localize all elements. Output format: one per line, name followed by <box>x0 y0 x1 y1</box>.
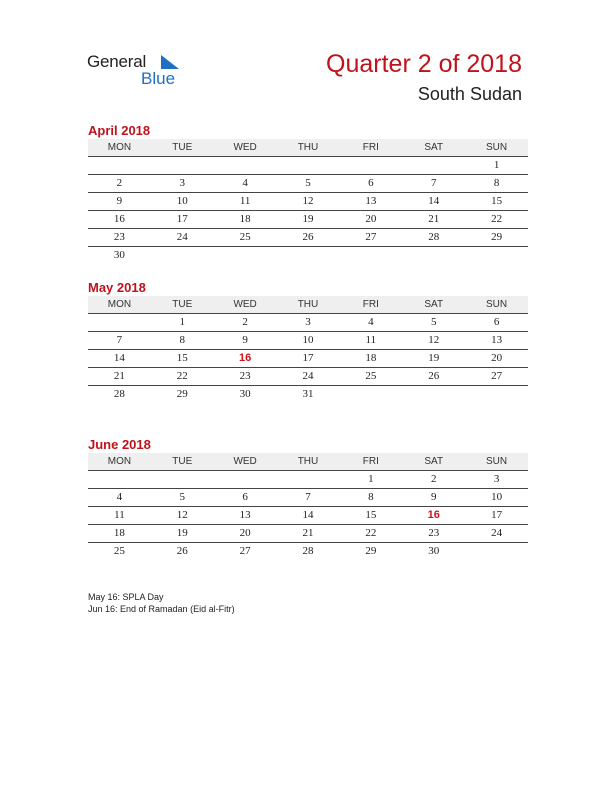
day-cell: 23 <box>428 527 440 539</box>
day-cell: 30 <box>113 249 125 261</box>
day-cell: 3 <box>179 177 186 189</box>
day-cell <box>214 471 277 488</box>
day-cell: 23 <box>113 231 125 243</box>
week-row <box>88 507 528 525</box>
day-cell: 31 <box>302 388 314 400</box>
day-cell <box>214 247 277 264</box>
day-cell <box>402 157 465 174</box>
day-cell: 26 <box>176 545 188 557</box>
day-cell: 12 <box>302 195 314 207</box>
week-row <box>88 211 528 229</box>
day-cell: 9 <box>116 195 123 207</box>
day-cell: 9 <box>430 491 437 503</box>
day-cell: 17 <box>491 509 503 521</box>
day-cell: 9 <box>242 334 248 346</box>
day-cell <box>465 247 528 264</box>
weekday-header-row <box>88 453 528 471</box>
day-cell: 5 <box>179 491 186 503</box>
weekday-label: MON <box>88 139 151 157</box>
day-cell: 28 <box>113 388 125 400</box>
day-cell: 15 <box>491 195 503 207</box>
weekday-label: THU <box>277 453 340 471</box>
day-cell: 4 <box>242 177 248 189</box>
weekday-label: WED <box>214 139 277 157</box>
day-cell: 18 <box>113 527 125 539</box>
week-row <box>88 543 528 560</box>
day-cell: 22 <box>491 213 503 225</box>
week-row <box>88 247 528 264</box>
month-title: May 2018 <box>88 280 146 295</box>
day-cell: 19 <box>428 352 440 364</box>
day-cell: 11 <box>239 195 251 207</box>
weekday-label: TUE <box>151 139 214 157</box>
weekday-header-row <box>88 139 528 157</box>
weekday-label: SUN <box>465 296 528 314</box>
logo-word-blue: Blue <box>141 69 176 88</box>
day-cell: 6 <box>368 177 374 189</box>
day-cell: 30 <box>428 545 440 557</box>
day-cell: 1 <box>493 159 500 171</box>
day-cell: 20 <box>491 352 503 364</box>
day-cell <box>88 314 151 331</box>
day-cell: 23 <box>239 370 251 382</box>
day-cell: 7 <box>116 334 123 346</box>
day-cell: 2 <box>242 316 248 328</box>
holiday-day-cell: 16 <box>239 352 252 364</box>
day-cell: 12 <box>176 509 188 521</box>
weekday-label: FRI <box>339 296 402 314</box>
day-cell <box>151 471 214 488</box>
day-cell: 8 <box>368 491 374 503</box>
day-cell: 13 <box>491 334 503 346</box>
week-row <box>88 525 528 543</box>
day-cell <box>151 247 214 264</box>
day-cell: 18 <box>239 213 251 225</box>
day-cell: 28 <box>428 231 440 243</box>
day-cell: 25 <box>365 370 377 382</box>
weekday-label: FRI <box>339 453 402 471</box>
day-cell: 2 <box>430 473 437 485</box>
day-cell: 4 <box>368 316 374 328</box>
day-cell: 19 <box>176 527 188 539</box>
day-cell: 29 <box>365 545 377 557</box>
month-block <box>88 122 528 264</box>
holiday-note: Jun 16: End of Ramadan (Eid al-Fitr) <box>88 604 235 614</box>
day-cell: 27 <box>239 545 251 557</box>
day-cell <box>465 386 528 403</box>
week-row <box>88 193 528 211</box>
logo <box>87 52 197 92</box>
day-cell: 20 <box>239 527 251 539</box>
day-cell: 17 <box>176 213 188 225</box>
day-cell <box>339 386 402 403</box>
week-row <box>88 175 528 193</box>
day-cell: 12 <box>428 334 440 346</box>
holiday-note: May 16: SPLA Day <box>88 592 164 602</box>
day-cell: 24 <box>491 527 503 539</box>
day-cell: 4 <box>116 491 123 503</box>
day-cell: 16 <box>113 213 125 225</box>
day-cell <box>402 247 465 264</box>
weekday-label: MON <box>88 296 151 314</box>
week-row <box>88 314 528 332</box>
weekday-label: TUE <box>151 453 214 471</box>
weekday-label: THU <box>277 139 340 157</box>
day-cell <box>88 471 151 488</box>
day-cell: 21 <box>302 527 314 539</box>
week-row <box>88 471 528 489</box>
day-cell: 3 <box>305 316 311 328</box>
day-cell: 21 <box>428 213 440 225</box>
day-cell <box>277 471 340 488</box>
weekday-label: TUE <box>151 296 214 314</box>
day-cell: 25 <box>239 231 251 243</box>
day-cell: 30 <box>239 388 251 400</box>
month-block <box>88 436 528 560</box>
day-cell: 8 <box>493 177 500 189</box>
day-cell: 22 <box>365 527 377 539</box>
day-cell: 26 <box>428 370 440 382</box>
day-cell: 5 <box>430 316 437 328</box>
day-cell: 29 <box>176 388 188 400</box>
day-cell: 29 <box>491 231 503 243</box>
day-cell: 11 <box>365 334 377 346</box>
day-cell: 27 <box>365 231 377 243</box>
day-cell <box>151 157 214 174</box>
day-cell <box>88 157 151 174</box>
day-cell: 1 <box>179 316 186 328</box>
week-row <box>88 350 528 368</box>
day-cell: 5 <box>305 177 311 189</box>
day-cell: 7 <box>430 177 437 189</box>
day-cell: 11 <box>114 509 125 521</box>
holiday-day-cell: 16 <box>427 509 440 521</box>
country-name: South Sudan <box>417 84 522 104</box>
logo-word-general: General <box>87 52 147 71</box>
day-cell <box>339 247 402 264</box>
day-cell: 14 <box>113 352 125 364</box>
day-cell: 3 <box>493 473 500 485</box>
day-cell: 13 <box>365 195 377 207</box>
day-cell: 26 <box>302 231 314 243</box>
day-cell: 7 <box>305 491 311 503</box>
day-cell: 20 <box>365 213 377 225</box>
weekday-label: SAT <box>402 453 465 471</box>
weekday-label: WED <box>214 453 277 471</box>
holiday-notes <box>88 591 235 615</box>
weekday-label: MON <box>88 453 151 471</box>
day-cell <box>465 543 528 560</box>
week-row <box>88 229 528 247</box>
weekday-label: THU <box>277 296 340 314</box>
day-cell: 6 <box>493 316 500 328</box>
day-cell: 1 <box>368 473 374 485</box>
day-cell: 2 <box>116 177 123 189</box>
day-cell: 15 <box>365 509 377 521</box>
week-row <box>88 332 528 350</box>
week-row <box>88 368 528 386</box>
day-cell: 28 <box>302 545 314 557</box>
day-cell: 25 <box>113 545 125 557</box>
day-cell: 10 <box>176 195 188 207</box>
day-cell: 19 <box>302 213 314 225</box>
day-cell: 14 <box>302 509 314 521</box>
day-cell: 17 <box>302 352 314 364</box>
day-cell <box>277 247 340 264</box>
day-cell: 18 <box>365 352 377 364</box>
day-cell: 10 <box>491 491 503 503</box>
weekday-header-row <box>88 296 528 314</box>
day-cell: 8 <box>179 334 186 346</box>
weekday-label: SAT <box>402 139 465 157</box>
day-cell: 10 <box>302 334 314 346</box>
day-cell: 6 <box>242 491 248 503</box>
day-cell: 13 <box>239 509 251 521</box>
day-cell <box>402 386 465 403</box>
day-cell: 22 <box>176 370 188 382</box>
day-cell <box>214 157 277 174</box>
month-title: April 2018 <box>88 123 151 138</box>
triangle-flag-icon <box>159 55 181 69</box>
day-cell: 24 <box>302 370 314 382</box>
month-title: June 2018 <box>88 437 151 452</box>
weekday-label: SUN <box>465 453 528 471</box>
day-cell: 15 <box>176 352 188 364</box>
day-cell <box>339 157 402 174</box>
week-row <box>88 157 528 175</box>
day-cell: 21 <box>113 370 125 382</box>
month-block <box>88 279 528 403</box>
week-row <box>88 489 528 507</box>
weekday-label: SAT <box>402 296 465 314</box>
week-row <box>88 386 528 403</box>
day-cell: 14 <box>428 195 440 207</box>
page-title: Quarter 2 of 2018 <box>326 50 522 78</box>
weekday-label: WED <box>214 296 277 314</box>
day-cell: 24 <box>176 231 188 243</box>
day-cell: 27 <box>491 370 503 382</box>
weekday-label: SUN <box>465 139 528 157</box>
weekday-label: FRI <box>339 139 402 157</box>
day-cell <box>277 157 340 174</box>
